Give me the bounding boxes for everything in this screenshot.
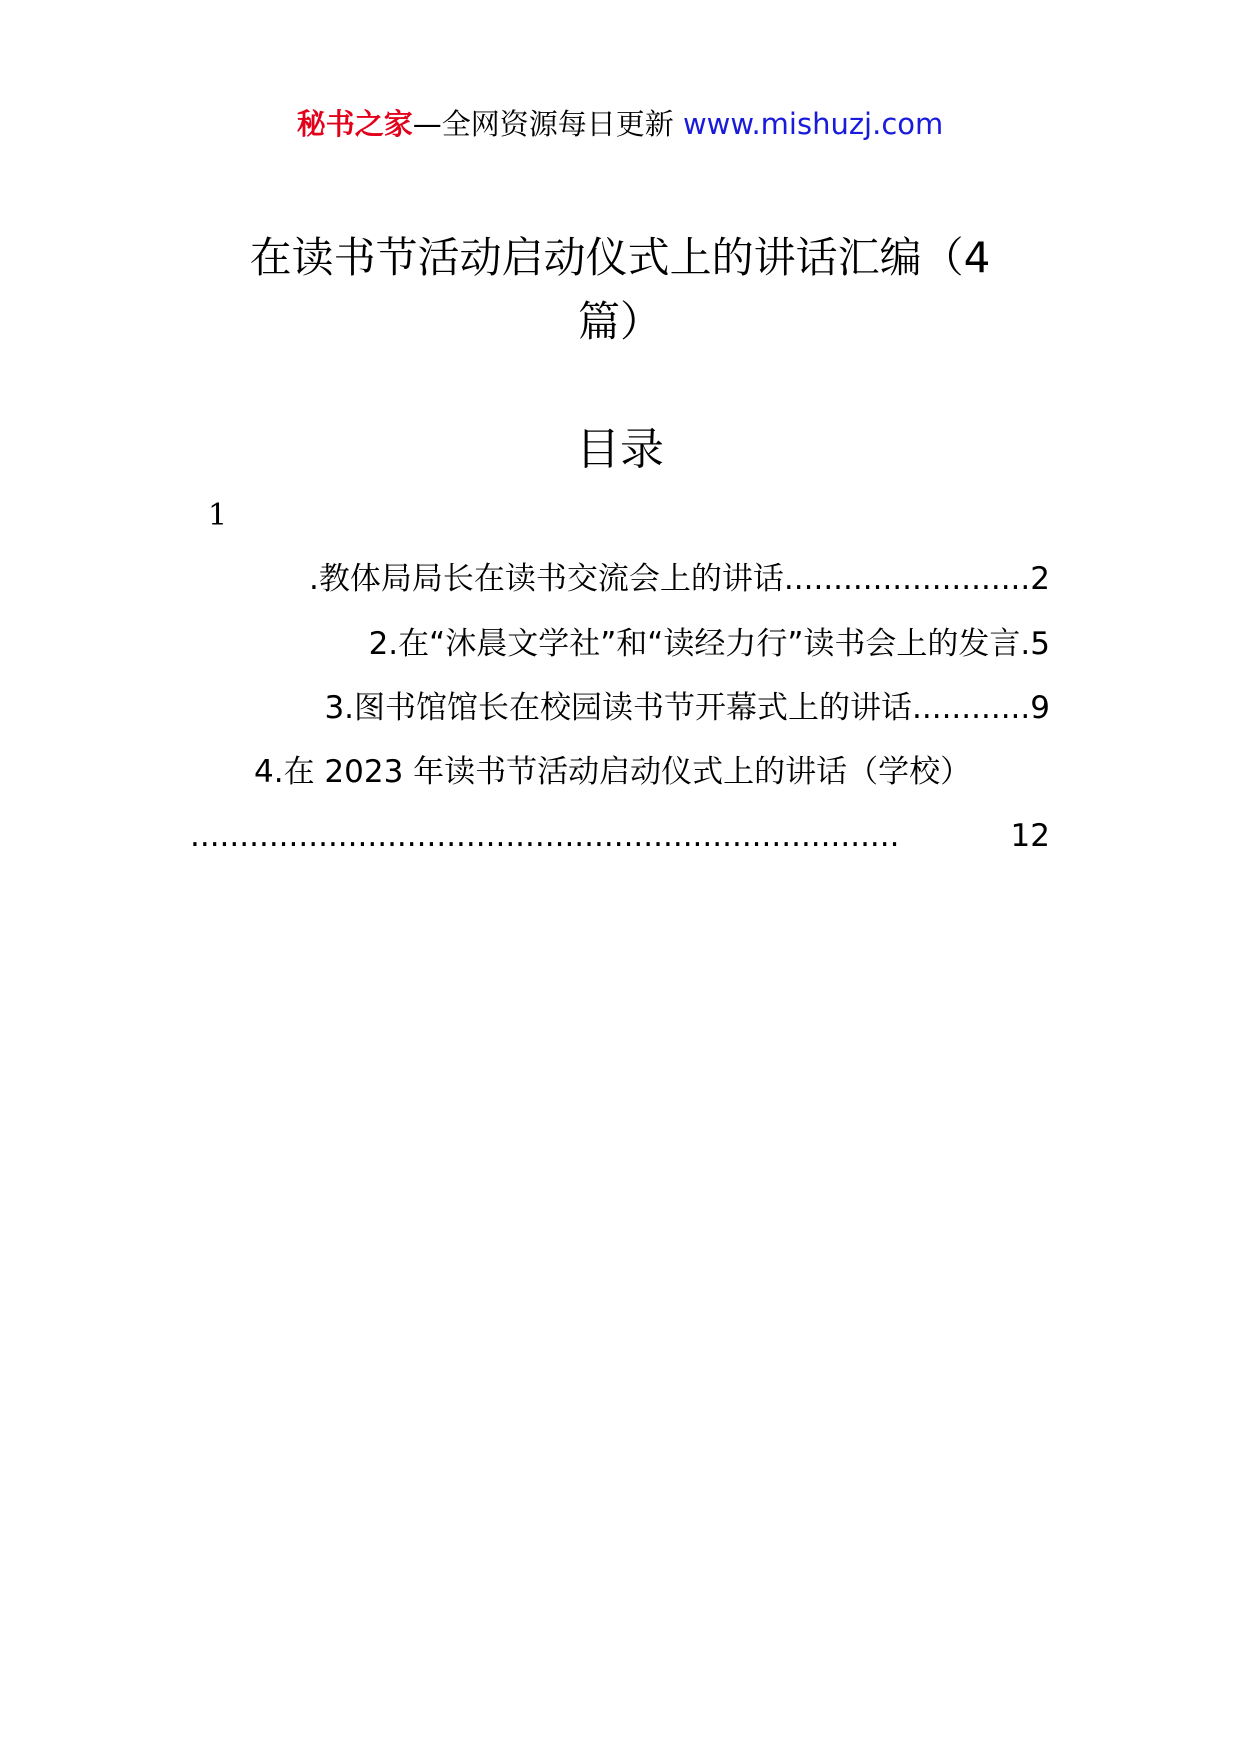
toc-leader-dots: ......................... <box>783 561 1031 597</box>
header-slogan: —全网资源每日更新 <box>412 107 674 141</box>
toc-page-number: 5 <box>1030 626 1050 662</box>
site-header <box>0 100 1240 148</box>
toc-entry-1[interactable] <box>309 555 1050 603</box>
document-title-line-1: 在读书节活动启动仪式上的讲话汇编（4 <box>249 233 991 282</box>
brand-name[interactable]: 秘书之家 <box>296 107 413 141</box>
site-url-link[interactable]: www.mishuzj.com <box>682 107 944 141</box>
toc-entry-label: 3.图书馆馆长在校园读书节开幕式上的讲话 <box>324 690 913 726</box>
toc-page-number: 12 <box>1010 818 1050 854</box>
toc-entry-4[interactable] <box>254 748 971 796</box>
toc-leader-dots: . <box>1020 626 1031 662</box>
toc-entry-label: .教体局局长在读书交流会上的讲话 <box>309 561 784 597</box>
toc-entry-4-continuation[interactable] <box>190 812 1050 860</box>
toc-leader-dots: ............ <box>912 690 1031 726</box>
toc-stray-number: 1 <box>208 498 228 533</box>
toc-page-number: 9 <box>1030 690 1050 726</box>
toc-entry-label: 2.在“沐晨文学社”和“读经力行”读书会上的发言 <box>368 626 1021 662</box>
toc-leader-dots: ........................................................................ <box>190 818 900 854</box>
toc-entry-3[interactable] <box>324 684 1050 732</box>
document-title <box>190 226 1050 354</box>
toc-heading: 目录 <box>576 424 664 475</box>
toc-entry-2[interactable] <box>369 620 1050 668</box>
document-title-line-2: 篇） <box>577 297 662 346</box>
toc-page-number: 2 <box>1030 561 1050 597</box>
toc-entry-label: 4.在 2023 年读书节活动启动仪式上的讲话（学校） <box>254 754 972 790</box>
